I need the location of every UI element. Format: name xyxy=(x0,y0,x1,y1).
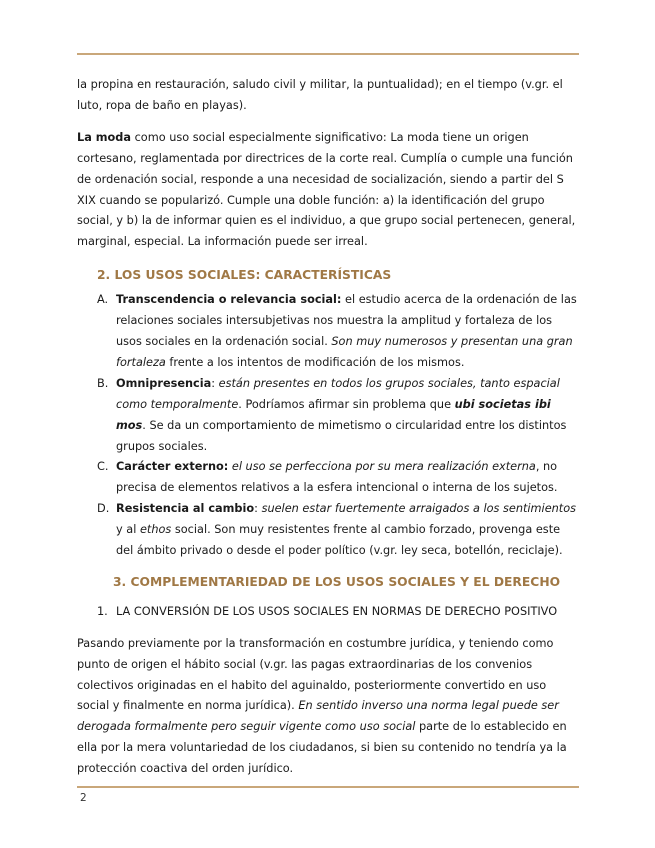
item-text: el estudio acerca de la ordenación de las relaciones sociales intersubjetivas nos muestra la amplitud y fortaleza de los usos sociales en la ordenación social. xyxy=(116,293,577,348)
moda-term: La moda xyxy=(77,130,131,144)
item-text: . Podríamos afirmar sin problema que xyxy=(238,397,455,411)
item-label: D. xyxy=(97,502,110,516)
paragraph-text: parte de lo establecido en ella por la mera voluntariedad de los ciudadanos, si bien su contenido no tendría ya la protección coactiva del orden jurídico. xyxy=(77,720,567,776)
item-term: Resistencia al cambio xyxy=(116,502,255,516)
list-item xyxy=(77,499,580,562)
item-italic: suelen estar fuertemente arraigados a los sentimientos xyxy=(261,502,577,516)
item-term: Omnipresencia xyxy=(116,376,212,390)
item-text: : xyxy=(211,376,219,390)
page-number: 2 xyxy=(80,792,87,804)
list-item xyxy=(77,457,580,499)
moda-text: como uso social especialmente significativo: La moda tiene un origen cortesano, reglamentada por directrices de la corte real. Cumplía o cumple una función de ordenación social, responde a una necesidad de socialización, siendo a partir del S XIX cuando se popularizó. Cumple una doble función: a) la identificación del grupo social, y b) la de informar quien es el individuo, a que grupo social pertenecen, general, marginal, especial. La información puede ser irreal. xyxy=(77,130,576,249)
paragraph-continuation: la propina en restauración, saludo civil y militar, la puntualidad); en el tiempo (v.gr. el luto, ropa de baño en playas). xyxy=(77,78,563,112)
item-italic: ethos xyxy=(139,523,172,537)
item-text: social. Son muy resistentes frente al cambio forzado, provenga este del ámbito privado o desde el poder político (v.gr. ley seca, botellón, reciclaje). xyxy=(116,523,563,558)
subsection-heading xyxy=(77,602,580,623)
paragraph-italic: En sentido inverso una norma legal puede ser derogada formalmente pero seguir vigente como uso social xyxy=(77,699,559,734)
item-italic: el uso se perfecciona por su mera realización externa xyxy=(231,460,536,474)
section-heading-complementariedad: 3. COMPLEMENTARIEDAD DE LOS USOS SOCIALES Y EL DERECHO xyxy=(113,574,561,589)
item-text: : xyxy=(254,502,262,516)
subsection-number: 1. xyxy=(97,604,108,618)
item-label: C. xyxy=(97,460,109,474)
list-item xyxy=(77,290,580,374)
item-label: A. xyxy=(97,293,109,307)
item-italic: Son muy numerosos y presentan una gran fortaleza xyxy=(116,334,573,369)
paragraph-conversion xyxy=(77,634,580,780)
footer-rule xyxy=(77,786,579,788)
item-term: Carácter externo: xyxy=(116,460,229,474)
latin-phrase: ubi societas ibi mos xyxy=(116,397,551,432)
item-text: , no precisa de elementos relativos a la esfera intencional o interna de los sujetos. xyxy=(116,460,558,495)
item-text: frente a los intentos de modificación de los mismos. xyxy=(165,355,465,369)
subsection-title: LA CONVERSIÓN DE LOS USOS SOCIALES EN NORMAS DE DERECHO POSITIVO xyxy=(116,604,558,618)
item-label: B. xyxy=(97,376,109,390)
header-rule xyxy=(77,53,579,55)
item-text: y al xyxy=(116,523,140,537)
paragraph-moda xyxy=(77,128,580,253)
item-text: . Se da un comportamiento de mimetismo o circularidad entre los distintos grupos sociales. xyxy=(116,418,567,453)
page-body xyxy=(77,75,580,780)
list-item xyxy=(77,374,580,458)
item-italic: están presentes en todos los grupos sociales, tanto espacial como temporalmente xyxy=(116,376,560,411)
paragraph-text: Pasando previamente por la transformación en costumbre jurídica, y teniendo como punto de origen el hábito social (v.gr. las pagas extraordinarias de los convenios colectivos originadas en el habito del aguinaldo, posteriormente convertido en uso social y finalmente en norma jurídica). xyxy=(77,636,554,713)
characteristics-list xyxy=(77,290,580,562)
item-term: Transcendencia o relevancia social: xyxy=(116,293,342,307)
section-heading-caracteristicas: 2. LOS USOS SOCIALES: CARACTERÍSTICAS xyxy=(97,268,392,283)
